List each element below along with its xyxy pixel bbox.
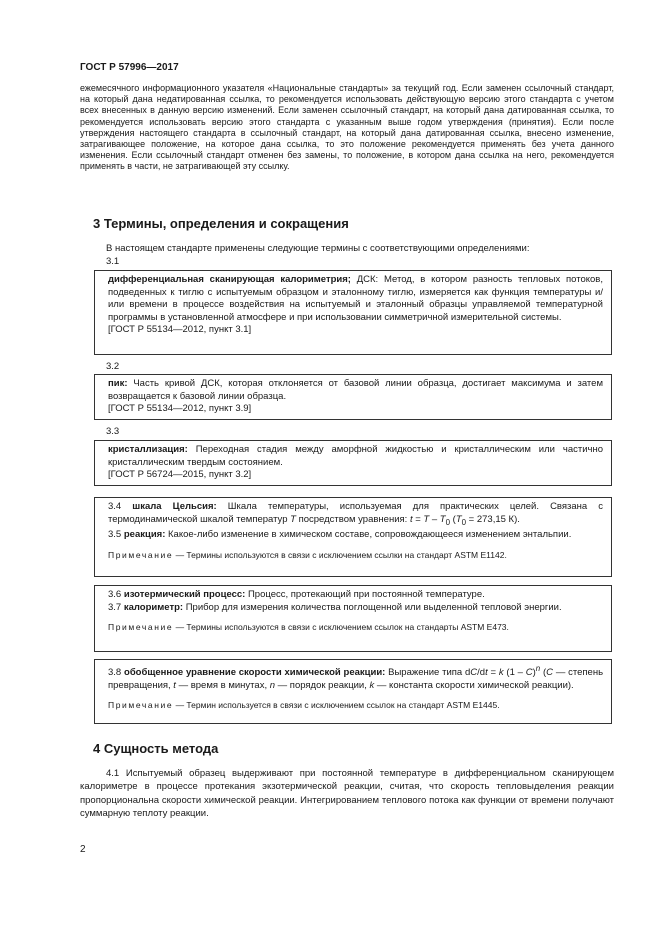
- intro-paragraph: ежемесячного информационного указателя «Национальные стандарты» за текущий год. Если заменен ссылочный стандарт, на который дана недатированная ссылка, то рекомендуется использовать действующую версию этого стандарта с учетом всех внесенных в данную версию изменений. Если заменен ссылочный стандарт, на который дана датированная ссылка, то рекомендуется использовать версию этого стандарта с указанным выше годом утверждения (принятия). Если после утверждения настоящего стандарта в ссылочный стандарт, на который дана датированная ссылка, внесено изменение, затрагивающее положение, на которое дана ссылка, то это положение рекомендуется применять без учета данного изменения. Если ссылочный стандарт отменен без замены, то положение, в котором дана ссылка на него, рекомендуется применять в части, не затрагивающей эту ссылку.: [80, 83, 614, 172]
- subscript-0: 0: [445, 517, 450, 527]
- paren-close: ): [532, 667, 536, 679]
- page-number: 2: [80, 844, 86, 855]
- note-3-text: — Термин используется в связи с исключением ссылок на стандарт ASTM E1445.: [173, 700, 500, 711]
- term-3-3-number: 3.3: [106, 426, 120, 437]
- symbol-T: T: [423, 513, 430, 525]
- note-3-label: Примечание: [108, 700, 174, 711]
- term-3-8-text: Выражение типа d: [385, 667, 471, 679]
- term-3-2-box: [94, 374, 612, 420]
- paren-expr: (1 –: [503, 667, 526, 679]
- term-3-7-term: калориметр:: [123, 601, 184, 613]
- term-3-1-text: ДСК: Метод, в котором разность тепловых потоков, подведенных к тиглю с испытуемым образцом и эталонному тиглю, измеряется как функция температуры и/или времени в процессе воздействия на испытуемый и эталонный образцы управляемой температурной программы в установленной атмосфере и при использовании симметричной измерительной системы.: [108, 274, 603, 323]
- explanation-n: — порядок реакции,: [275, 679, 370, 691]
- minus-sign: –: [429, 513, 440, 525]
- explanation-t: — время в минутах,: [175, 679, 270, 691]
- note-2: [108, 621, 603, 634]
- symbol-k: k: [498, 667, 504, 679]
- symbol-T0: T: [455, 513, 462, 525]
- document-header: ГОСТ Р 57996—2017: [80, 62, 179, 73]
- term-3-1-box: [94, 270, 612, 355]
- equals-sign: =: [412, 513, 424, 525]
- symbol-t: t: [485, 667, 488, 679]
- term-3-5-text: Какое-либо изменение в химическом составе, сопровождающееся изменением энтальпии.: [165, 529, 572, 541]
- term-3-7-number: 3.7: [108, 601, 122, 613]
- section-4-title: 4 Сущность метода: [93, 741, 219, 756]
- symbol-T0: T: [439, 513, 446, 525]
- term-3-2-ref: [ГОСТ Р 55134—2012, пункт 3.9]: [108, 403, 252, 415]
- section-3-lead: В настоящем стандарте применены следующие термины с соответствующими определениями:: [106, 243, 530, 254]
- symbol-T: T: [290, 513, 296, 525]
- term-3-4-text-b: посредством уравнения:: [295, 513, 410, 525]
- term-3-4-text: Шкала температуры, используемая для практических целей. Связана с термодинамической шкалой температур: [108, 501, 603, 525]
- term-3-8-term: обобщенное уравнение скорости химической реакции:: [124, 667, 386, 679]
- equals-sign: =: [487, 667, 499, 679]
- paren-close: = 273,15 К).: [466, 513, 520, 525]
- term-3-5-definition: [108, 529, 603, 542]
- section-3-title: 3 Термины, определения и сокращения: [93, 216, 349, 231]
- term-3-4-definition: [108, 501, 603, 529]
- term-3-2-number: 3.2: [106, 361, 120, 372]
- term-3-7-text: Прибор для измерения количества поглощенной или выделенной тепловой энергии.: [183, 601, 562, 613]
- term-3-3-text: Переходная стадия между аморфной жидкостью и кристаллическим или частично кристаллическим твердым состоянием.: [108, 444, 603, 468]
- term-3-1-number: 3.1: [106, 256, 120, 267]
- term-3-3-term: кристаллизация:: [108, 444, 188, 455]
- section-4-1-paragraph: 4.1 Испытуемый образец выдерживают при постоянной температуре в дифференциальном сканирующем калориметре в процессе протекания экзотермической реакции, считая, что скорость тепловыделения реакции пропорциональна скорости химической реакции. Интегрированием теплового потока как функции от времени получают суммарную теплоту реакции.: [80, 768, 614, 819]
- term-3-2-term: пик:: [108, 378, 128, 389]
- note-1: [108, 549, 603, 562]
- symbol-C: C: [525, 667, 533, 679]
- terms-3-6-3-7-box: [94, 585, 612, 652]
- paren-open: (: [543, 667, 547, 679]
- term-3-8-box: [94, 659, 612, 724]
- term-3-1-term: дифференциальная сканирующая калориметрия;: [108, 274, 351, 285]
- term-3-8-definition: [108, 663, 603, 692]
- term-3-8-number: 3.8: [108, 667, 122, 679]
- term-3-4-number: 3.4: [108, 501, 122, 512]
- term-3-3-ref: [ГОСТ Р 56724—2015, пункт 3.2]: [108, 469, 252, 481]
- symbol-t: t: [409, 513, 413, 525]
- note-2-label: Примечание: [108, 622, 174, 633]
- note-1-text: — Термины используются в связи с исключением ссылки на стандарт ASTM E1142.: [173, 549, 507, 560]
- term-3-6-text: Процесс, протекающий при постоянной температуре.: [245, 589, 485, 600]
- symbol-k: k: [369, 679, 375, 691]
- superscript-n: n: [535, 664, 541, 673]
- term-3-2-text: Часть кривой ДСК, которая отклоняется от базовой линии образца, достигает максимума и затем возвращается к базовой линии образца.: [108, 378, 603, 402]
- note-3: [108, 699, 603, 712]
- term-3-3-definition: [108, 444, 603, 469]
- term-3-1-ref: [ГОСТ Р 55134—2012, пункт 3.1]: [108, 324, 252, 336]
- term-3-1-definition: [108, 274, 603, 324]
- symbol-n: n: [269, 679, 276, 691]
- explanation-k: — константа скорости химической реакции).: [374, 679, 574, 691]
- note-2-text: — Термины используются в связи с исключением ссылок на стандарты ASTM E473.: [173, 622, 509, 633]
- terms-3-4-3-5-box: [94, 497, 612, 577]
- term-3-6-number: 3.6: [108, 589, 122, 600]
- term-3-4-term: шкала Цельсия:: [132, 501, 217, 512]
- term-3-5-term: реакция:: [123, 529, 166, 541]
- term-3-2-definition: [108, 378, 603, 403]
- term-3-3-box: [94, 440, 612, 486]
- symbol-C: C: [470, 667, 478, 679]
- symbol-t: t: [173, 679, 176, 691]
- term-3-6-term: изотермический процесс:: [123, 589, 246, 600]
- term-3-7-definition: [108, 602, 603, 615]
- note-1-label: Примечание: [108, 549, 174, 560]
- subscript-0: 0: [461, 517, 467, 527]
- term-3-5-number: 3.5: [108, 529, 122, 541]
- term-3-6-definition: [108, 589, 603, 602]
- explanation-c: — степень превращения,: [108, 667, 604, 691]
- symbol-C: C: [546, 667, 554, 679]
- paren-open: (: [450, 513, 456, 525]
- slash-d: /d: [477, 667, 486, 679]
